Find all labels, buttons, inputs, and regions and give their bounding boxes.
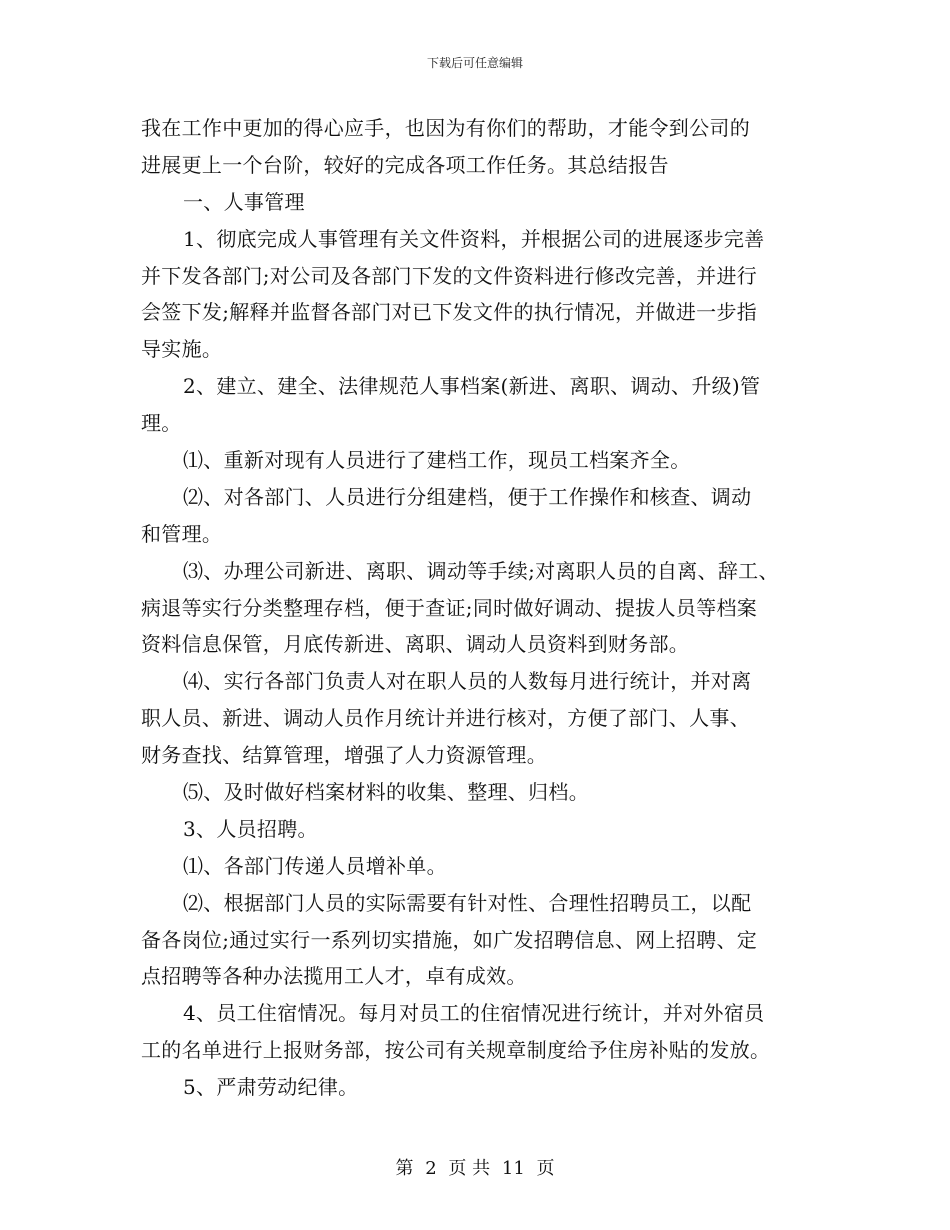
body-line: ⑷、实行各部门负责人对在职人员的人数每月进行统计，并对离 <box>183 669 752 694</box>
page-header: 下载后可任意编辑 <box>426 56 523 70</box>
body-line: 资料信息保管，月底传新进、离职、调动人员资料到财务部。 <box>141 632 690 657</box>
body-line: ⑸、及时做好档案材料的收集、整理、归档。 <box>183 780 589 805</box>
body-line: 我在工作中更加的得心应手，也因为有你们的帮助，才能令到公司的 <box>141 116 750 140</box>
page-footer <box>0 1154 950 1180</box>
body-line: 职人员、新进、调动人员作月统计并进行核对，方便了部门、人事、 <box>141 706 750 731</box>
body-line: 2、建立、建全、法律规范人事档案(新进、离职、调动、升级)管 <box>183 374 761 399</box>
body-line: 会签下发;解释并监督各部门对已下发文件的执行情况，并做进一步指 <box>141 300 758 325</box>
body-line: 5、严肃劳动纪律。 <box>183 1075 359 1100</box>
body-line: 和管理。 <box>141 521 223 546</box>
section-heading: 一、人事管理 <box>183 189 305 214</box>
body-line: 理。 <box>141 411 182 436</box>
body-line: 备各岗位;通过实行一系列切实措施，如广发招聘信息、网上招聘、定 <box>141 927 758 952</box>
body-line: 导实施。 <box>141 337 223 362</box>
body-line: 点招聘等各种办法揽用工人才，卓有成效。 <box>141 964 527 989</box>
body-line: 3、人员招聘。 <box>183 816 318 841</box>
body-line: ⑵、对各部门、人员进行分组建档，便于工作操作和核查、调动 <box>183 484 752 509</box>
body-line: 进展更上一个台阶，较好的完成各项工作任务。其总结报告 <box>141 152 669 177</box>
body-line: 工的名单进行上报财务部，按公司有关规章制度给予住房补贴的发放。 <box>141 1038 771 1063</box>
body-line: ⑴、重新对现有人员进行了建档工作，现员工档案齐全。 <box>183 448 691 473</box>
body-line: 并下发各部门;对公司及各部门下发的文件资料进行修改完善，并进行 <box>141 263 758 288</box>
body-line: ⑶、办理公司新进、离职、调动等手续;对离职人员的自离、辞工、 <box>183 558 779 583</box>
document-body <box>141 110 821 1106</box>
page-number: 2 <box>425 1158 437 1179</box>
footer-middle: 页 共 <box>448 1158 491 1179</box>
body-line: 4、员工住宿情况。每月对员工的住宿情况进行统计，并对外宿员 <box>183 1001 765 1026</box>
body-line: 1、彻底完成人事管理有关文件资料，并根据公司的进展逐步完善 <box>183 226 765 251</box>
body-line: 病退等实行分类整理存档，便于查证;同时做好调动、提拔人员等档案 <box>141 595 758 620</box>
body-line: ⑵、根据部门人员的实际需要有针对性、合理性招聘员工，以配 <box>183 890 752 915</box>
footer-suffix: 页 <box>536 1158 555 1179</box>
body-line: 财务查找、结算管理，增强了人力资源管理。 <box>141 743 547 768</box>
body-line: ⑴、各部门传递人员增补单。 <box>183 853 447 878</box>
total-pages: 11 <box>501 1158 525 1179</box>
footer-prefix: 第 <box>395 1158 414 1179</box>
